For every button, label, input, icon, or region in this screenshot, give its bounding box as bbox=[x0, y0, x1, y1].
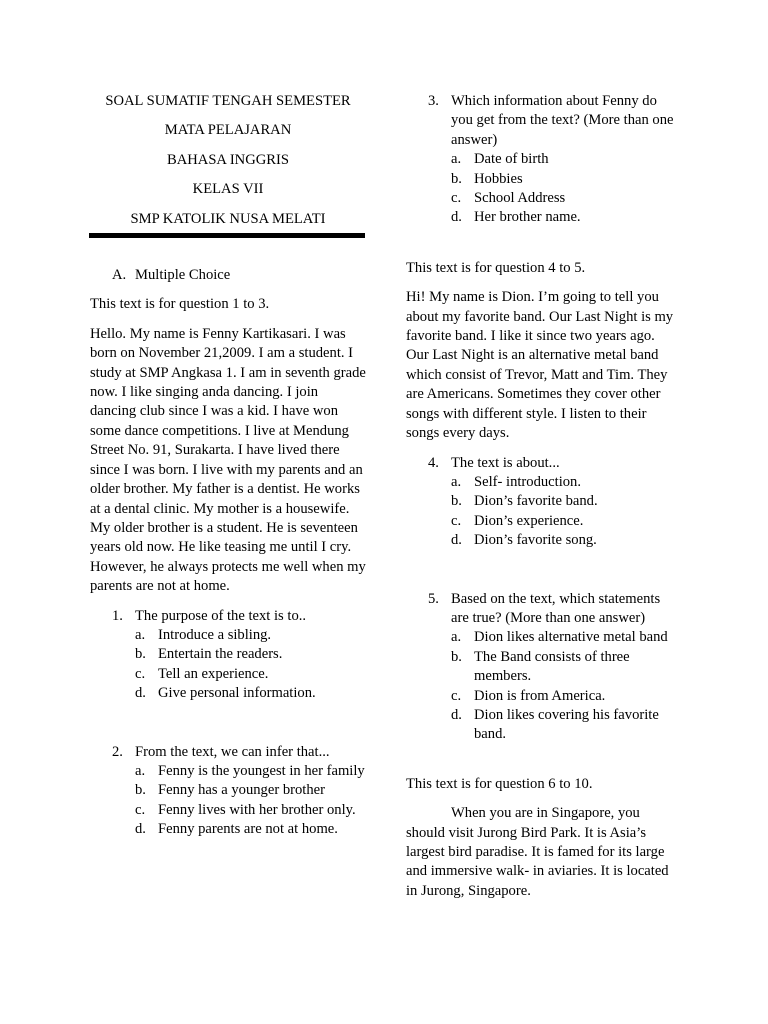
option-text: Her brother name. bbox=[474, 209, 581, 226]
header-line: BAHASA INGGRIS bbox=[166, 151, 290, 168]
option-item bbox=[406, 531, 680, 550]
option-letter: d. bbox=[135, 821, 146, 838]
option-item bbox=[90, 665, 366, 684]
section-heading bbox=[90, 266, 366, 285]
option-letter: b. bbox=[451, 493, 462, 510]
option-item bbox=[406, 512, 680, 531]
option-item bbox=[406, 628, 680, 647]
option-text: Fenny parents are not at home. bbox=[158, 821, 338, 838]
exam-header bbox=[90, 92, 366, 229]
option-text: Fenny is the youngest in her family bbox=[158, 762, 365, 779]
option-text: Self- introduction. bbox=[474, 473, 582, 490]
option-text: Dion’s favorite band. bbox=[474, 493, 598, 510]
question-stem bbox=[406, 454, 680, 473]
option-letter: a. bbox=[135, 626, 146, 643]
option-item bbox=[90, 781, 366, 800]
question-number: 1. bbox=[112, 607, 123, 624]
text2-intro: This text is for question 4 to 5. bbox=[406, 259, 586, 276]
question-3 bbox=[406, 92, 680, 228]
question-stem bbox=[406, 590, 680, 629]
option-text: Entertain the readers. bbox=[158, 646, 283, 663]
text2-body: Hi! My name is Dion. I’m going to tell you about my favorite band. Our Last Night is my favorite band. I like it since two years ago. Our Last Night is an alternative metal band which consist of Trevor, Matt and Tim. They are Americans. Sometimes they cover other songs with different style. I listen to their songs every days. bbox=[406, 289, 674, 442]
question-stem bbox=[90, 607, 366, 626]
option-letter: c. bbox=[451, 687, 462, 704]
question-text: From the text, we can infer that... bbox=[135, 743, 330, 760]
option-item bbox=[406, 706, 680, 745]
question-4 bbox=[406, 454, 680, 551]
option-item bbox=[90, 762, 366, 781]
option-item bbox=[90, 684, 366, 703]
option-text: School Address bbox=[474, 190, 566, 207]
option-letter: d. bbox=[451, 209, 462, 226]
option-letter: c. bbox=[451, 512, 462, 529]
header-line: SOAL SUMATIF TENGAH SEMESTER bbox=[105, 93, 351, 109]
option-item bbox=[406, 150, 680, 169]
question-2 bbox=[90, 743, 366, 840]
header-line: MATA PELAJARAN bbox=[164, 122, 292, 139]
question-text: Which information about Fenny do you get from the text? (More than one answer) bbox=[451, 93, 674, 148]
option-text: Introduce a sibling. bbox=[158, 626, 272, 643]
option-letter: b. bbox=[135, 782, 146, 799]
option-text: The Band consists of three members. bbox=[474, 648, 630, 685]
header-line: KELAS VII bbox=[192, 181, 264, 198]
option-letter: a. bbox=[451, 629, 462, 646]
option-letter: b. bbox=[451, 648, 462, 665]
option-text: Fenny lives with her brother only. bbox=[158, 801, 356, 818]
question-text: Based on the text, which statements are true? (More than one answer) bbox=[451, 590, 661, 626]
text3-intro: This text is for question 6 to 10. bbox=[406, 775, 593, 792]
option-text: Dion’s favorite song. bbox=[474, 532, 597, 549]
question-number: 4. bbox=[428, 454, 439, 471]
question-1 bbox=[90, 607, 366, 704]
text3-body: When you are in Singapore, you should visit Jurong Bird Park. It is Asia’s largest bird paradise. It is famed for its large and immersive walk- in aviaries. It is located in Jurong, Singapore. bbox=[406, 805, 669, 899]
option-letter: a. bbox=[135, 762, 146, 779]
question-number: 3. bbox=[428, 93, 439, 109]
option-letter: a. bbox=[451, 473, 462, 490]
option-letter: d. bbox=[135, 685, 146, 702]
option-text: Dion likes covering his favorite band. bbox=[474, 706, 659, 743]
question-text: The text is about... bbox=[451, 454, 560, 471]
option-item bbox=[406, 473, 680, 492]
option-item bbox=[90, 820, 366, 839]
section-title: Multiple Choice bbox=[135, 267, 231, 284]
header-line: SMP KATOLIK NUSA MELATI bbox=[130, 210, 326, 227]
right-column bbox=[406, 92, 680, 911]
option-item bbox=[406, 687, 680, 706]
option-text: Dion likes alternative metal band bbox=[474, 629, 668, 646]
option-letter: c. bbox=[135, 665, 146, 682]
option-letter: d. bbox=[451, 532, 462, 549]
question-number: 5. bbox=[428, 590, 439, 607]
option-item bbox=[406, 189, 680, 208]
option-letter: b. bbox=[135, 646, 146, 663]
option-letter: b. bbox=[451, 170, 462, 187]
section-marker: A. bbox=[112, 267, 127, 284]
option-text: Dion is from America. bbox=[474, 687, 606, 704]
option-letter: c. bbox=[135, 801, 146, 818]
option-item bbox=[90, 645, 366, 664]
question-stem bbox=[90, 743, 366, 762]
option-item bbox=[406, 492, 680, 511]
question-5 bbox=[406, 590, 680, 745]
option-text: Hobbies bbox=[474, 170, 523, 187]
text1-intro: This text is for question 1 to 3. bbox=[90, 296, 270, 313]
option-text: Fenny has a younger brother bbox=[158, 782, 325, 799]
option-letter: a. bbox=[451, 151, 462, 168]
option-text: Dion’s experience. bbox=[474, 512, 584, 529]
option-text: Tell an experience. bbox=[158, 665, 269, 682]
text1-body: Hello. My name is Fenny Kartikasari. I was born on November 21,2009. I am a student. I study at SMP Angkasa 1. I am in seventh grade now. I like singing anda dancing. I join dancing club since I was a kid. I have won some dance competitions. I live at Mendung Street No. 91, Surakarta. I have lived there since I was born. I live with my parents and an older brother. My father is a dentist. He works at a dental clinic. My mother is a housewife. My older brother is a student. He is seventeen years old now. He like teasing me until I cry. However, he always protects me well when my parents are not at home. bbox=[90, 325, 366, 595]
option-item bbox=[406, 648, 680, 687]
option-text: Give personal information. bbox=[158, 685, 316, 702]
option-letter: c. bbox=[451, 190, 462, 207]
option-item bbox=[90, 626, 366, 645]
option-item bbox=[406, 170, 680, 189]
option-item bbox=[406, 208, 680, 227]
option-letter: d. bbox=[451, 706, 462, 723]
question-number: 2. bbox=[112, 743, 123, 760]
option-item bbox=[90, 801, 366, 820]
question-text: The purpose of the text is to.. bbox=[135, 607, 307, 624]
left-column bbox=[90, 92, 366, 840]
option-text: Date of birth bbox=[474, 151, 549, 168]
question-stem bbox=[406, 92, 680, 150]
header-divider bbox=[89, 233, 365, 238]
